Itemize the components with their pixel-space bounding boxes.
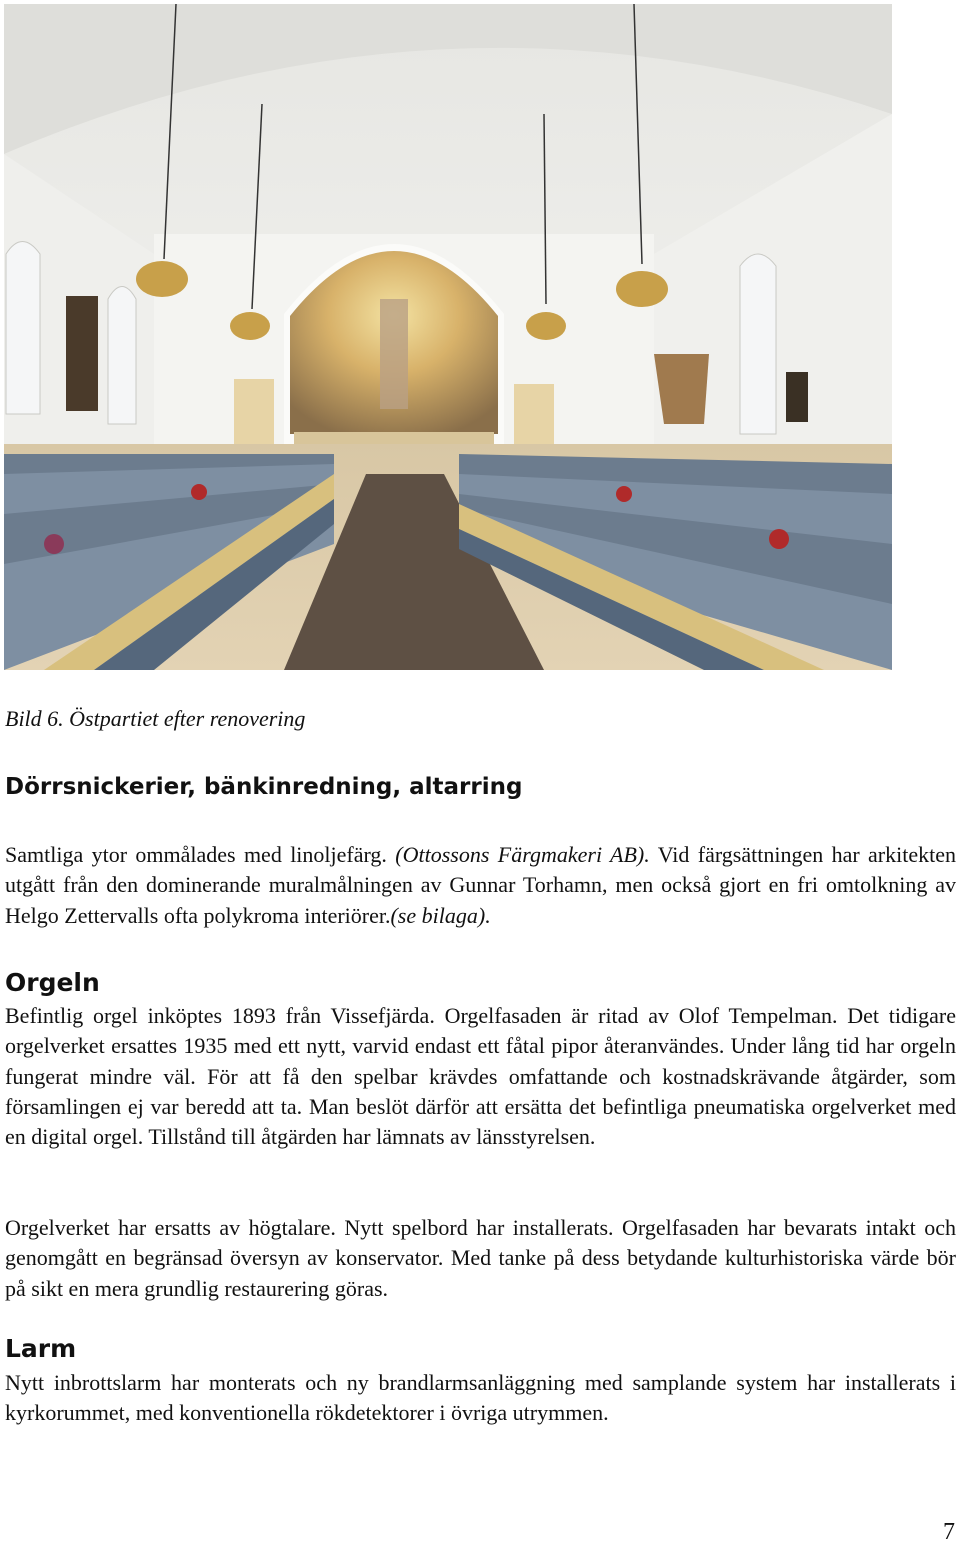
paragraph-alarm: Nytt inbrottslarm har monterats och ny brandlarmsanläggning med samplande system har installerats i kyrkorummet, med konventionella rökdetektorer i övriga utrymmen. <box>5 1370 956 1426</box>
figure-caption: Bild 6. Östpartiet efter renovering <box>5 706 306 731</box>
heading-organ: Orgeln <box>5 968 100 997</box>
paragraph-organ-1: Befintlig orgel inköptes 1893 från Vissefjärda. Orgelfasaden är ritad av Olof Tempelman. Det tidigare orgelverket ersattes 1935 med ett nytt, varvid endast ett fåtal pipor återanvändes. Under lång tid har orgeln fungerat mindre väl. För att få den spelbar krävdes omfattande och kostnadskrävande åtgärder, som församlingen ej var beredd att ta. Man beslöt därför att ersätta det befintliga pneumatiska orgelverket med en digital orgel. Tillstånd till åtgärden har lämnats av länsstyrelsen. <box>5 1003 956 1150</box>
heading-doors: Dörrsnickerier, bänkinredning, altarring <box>5 774 523 800</box>
church-interior-photo <box>4 4 892 670</box>
doors-text-c: Vid färgsättningen har arkitekten utgått från den dominerande muralmålningen av Gunnar Torhamn, men också gjort en fri omtolkning av Helgo Zettervalls ofta polykroma interiörer. <box>5 842 956 928</box>
doors-text-d: (se bilaga). <box>390 902 491 928</box>
doors-text-a: Samtliga ytor ommålades med linoljefärg. <box>5 842 387 867</box>
page-number: 7 <box>943 1519 955 1545</box>
doors-text-b: (Ottossons Färgmakeri AB). <box>395 842 650 867</box>
paragraph-doors <box>5 840 956 931</box>
paragraph-organ-2: Orgelverket har ersatts av högtalare. Nytt spelbord har installerats. Orgelfasaden har bevarats intakt och genomgått en begränsad översyn av konservator. Med tanke på dess betydande kulturhistoriska värde bör på sikt en mera grundlig restaurering göras. <box>5 1215 956 1301</box>
heading-alarm: Larm <box>5 1334 77 1363</box>
